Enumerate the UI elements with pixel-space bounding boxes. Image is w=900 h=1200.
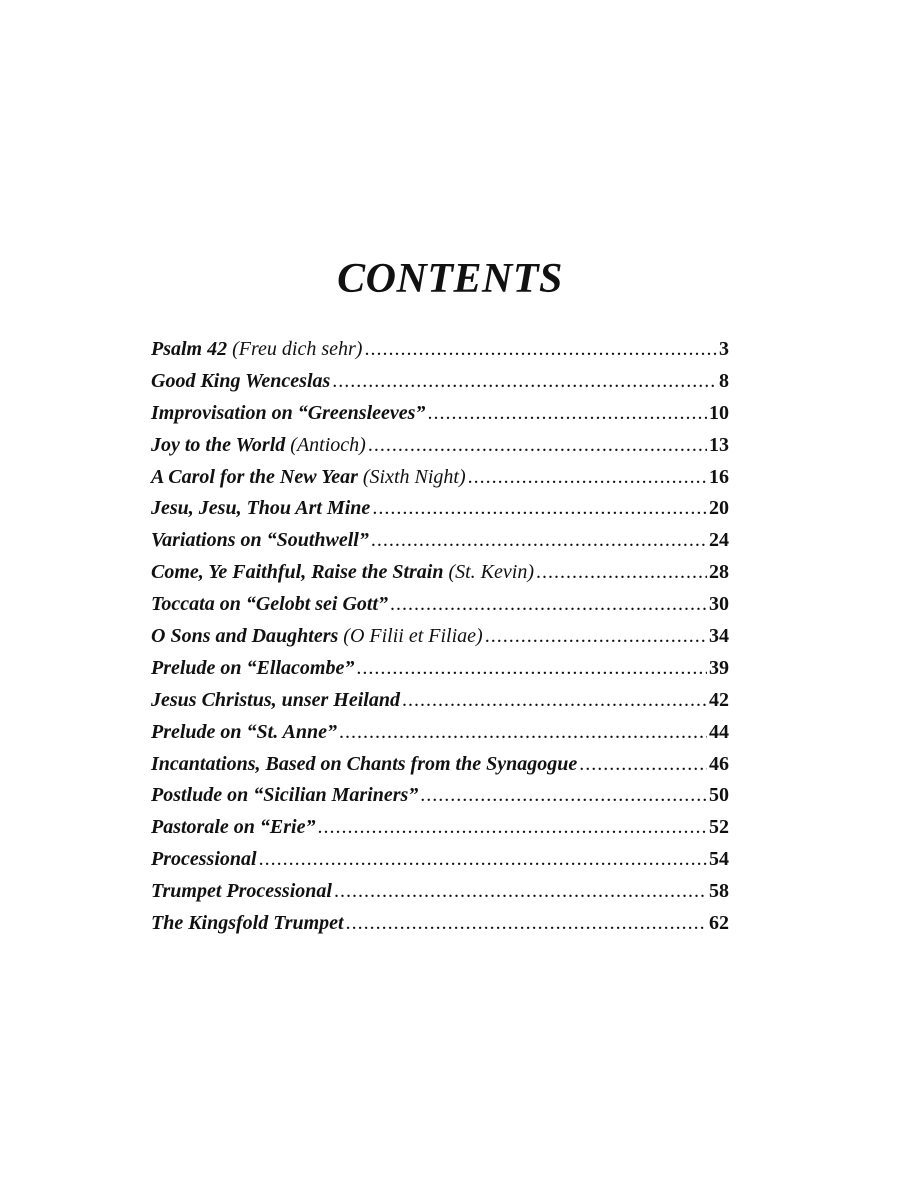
- toc-entry-page-number: 54: [709, 848, 729, 871]
- toc-entry-page-number: 13: [709, 433, 729, 456]
- toc-entry: [151, 370, 729, 402]
- toc-entry-title: Psalm 42: [151, 338, 228, 360]
- toc-entry-page-number: 50: [709, 784, 729, 807]
- toc-entry-title: The Kingsfold Trumpet: [151, 912, 344, 935]
- dot-leader: [368, 434, 707, 457]
- toc-entry-title: Improvisation on “Greensleeves”: [151, 401, 426, 424]
- dot-leader: [372, 497, 707, 520]
- dot-leader: [427, 402, 707, 425]
- toc-entry-title: Prelude on “St. Anne”: [151, 720, 337, 743]
- toc-entry-title: Joy to the World: [151, 433, 286, 456]
- toc-entry-page-number: 62: [709, 912, 729, 935]
- toc-entry-page-number: 24: [709, 529, 729, 552]
- toc-entry-subtitle: (O Filii et Filiae): [343, 625, 483, 648]
- toc-entry-subtitle: (Freu dich sehr): [232, 338, 363, 360]
- toc-entry: [151, 593, 729, 625]
- dot-leader: [334, 880, 707, 903]
- dot-leader: [317, 816, 707, 839]
- table-of-contents: [151, 338, 729, 944]
- dot-leader: [371, 529, 707, 552]
- dot-leader: [579, 753, 707, 776]
- toc-entry: [151, 402, 729, 434]
- toc-entry-page-number: 28: [709, 561, 729, 584]
- toc-entry: [151, 848, 729, 880]
- toc-entry: [151, 753, 729, 785]
- toc-entry: [151, 912, 729, 944]
- toc-entry-title: Incantations, Based on Chants from the Synagogue: [151, 752, 578, 775]
- toc-entry: [151, 689, 729, 721]
- dot-leader: [356, 657, 707, 680]
- dot-leader: [339, 721, 707, 744]
- toc-entry: [151, 657, 729, 689]
- toc-entry-title: Come, Ye Faithful, Raise the Strain: [151, 561, 444, 584]
- toc-entry-subtitle: (Antioch): [290, 433, 366, 456]
- toc-entry-page-number: 20: [709, 497, 729, 520]
- toc-entry-page-number: 44: [709, 720, 729, 743]
- toc-entry-page-number: 8: [719, 369, 729, 392]
- toc-entry-page-number: 58: [709, 880, 729, 903]
- toc-entry-title: Processional: [151, 848, 257, 871]
- toc-entry: [151, 880, 729, 912]
- toc-entry: [151, 434, 729, 466]
- toc-entry: [151, 625, 729, 657]
- dot-leader: [536, 561, 707, 584]
- toc-entry-title: Jesu, Jesu, Thou Art Mine: [151, 497, 371, 520]
- toc-entry-title: Toccata on “Gelobt sei Gott”: [151, 593, 389, 616]
- toc-entry: [151, 338, 729, 370]
- toc-entry-title: Pastorale on “Erie”: [151, 816, 316, 839]
- toc-entry: [151, 529, 729, 561]
- toc-entry: [151, 561, 729, 593]
- toc-entry-subtitle: (Sixth Night): [362, 465, 466, 488]
- toc-entry: [151, 784, 729, 816]
- dot-leader: [259, 848, 707, 871]
- page-title: CONTENTS: [337, 256, 563, 302]
- toc-entry: [151, 721, 729, 753]
- toc-entry-page-number: 34: [709, 625, 729, 648]
- toc-entry-title: Trumpet Processional: [151, 880, 332, 903]
- dot-leader: [402, 689, 707, 712]
- dot-leader: [346, 912, 707, 935]
- dot-leader: [364, 338, 717, 361]
- toc-entry-page-number: 46: [709, 752, 729, 775]
- dot-leader: [332, 370, 717, 393]
- toc-entry: [151, 816, 729, 848]
- dot-leader: [468, 466, 707, 489]
- toc-entry-title: Prelude on “Ellacombe”: [151, 656, 355, 679]
- toc-entry-page-number: 3: [719, 338, 729, 360]
- toc-entry-title: Postlude on “Sicilian Mariners”: [151, 784, 419, 807]
- toc-entry-page-number: 52: [709, 816, 729, 839]
- toc-entry-page-number: 42: [709, 688, 729, 711]
- dot-leader: [485, 625, 707, 648]
- toc-entry-subtitle: (St. Kevin): [448, 561, 534, 584]
- dot-leader: [390, 593, 707, 616]
- toc-entry-page-number: 10: [709, 401, 729, 424]
- toc-entry-title: Variations on “Southwell”: [151, 529, 369, 552]
- dot-leader: [420, 784, 707, 807]
- toc-entry: [151, 466, 729, 498]
- toc-entry-page-number: 16: [709, 465, 729, 488]
- toc-entry-page-number: 30: [709, 593, 729, 616]
- toc-entry-title: O Sons and Daughters: [151, 625, 339, 648]
- toc-entry: [151, 497, 729, 529]
- toc-entry-title: A Carol for the New Year: [151, 465, 358, 488]
- toc-entry-page-number: 39: [709, 656, 729, 679]
- toc-entry-title: Jesus Christus, unser Heiland: [151, 688, 400, 711]
- toc-entry-title: Good King Wenceslas: [151, 369, 331, 392]
